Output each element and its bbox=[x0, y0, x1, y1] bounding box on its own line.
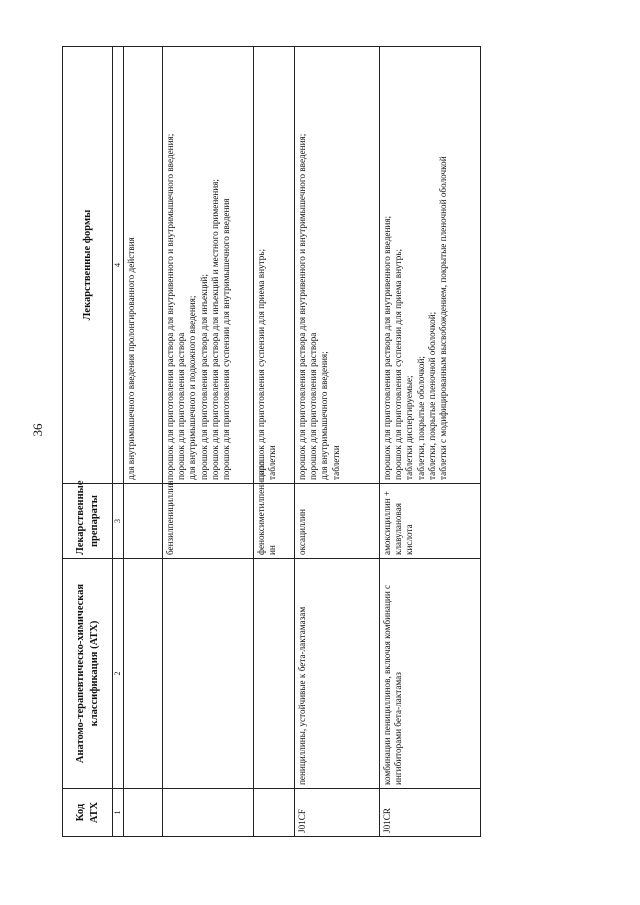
table-row bbox=[163, 47, 254, 837]
cell-dosage-forms: порошок для приготовления суспензии для приема внутрь; таблетки bbox=[254, 47, 295, 484]
column-number-row bbox=[113, 47, 124, 837]
table-row bbox=[124, 47, 163, 837]
page-number: 36 bbox=[30, 423, 45, 437]
cell-dosage-forms: порошок для приготовления раствора для внутривенного введения; порошок для приготовления суспензии для приема внутрь; таблетки диспергируемые; таблетки, покрытые оболочкой; таблетки, покрытые пленочной оболочкой; таблетки с модифицированным высвобождением, покрытые пленочной оболочкой bbox=[380, 47, 481, 484]
cell-drug: амоксициллин + клавулановая кислота bbox=[380, 484, 481, 559]
header-atc-code: Код АТХ bbox=[63, 789, 113, 837]
cell-classification bbox=[163, 559, 254, 789]
cell-classification bbox=[254, 559, 295, 789]
header-classification: Анатомо-терапевтическо-химическая классификация (АТХ) bbox=[63, 559, 113, 789]
header-dosage-forms: Лекарственные формы bbox=[63, 47, 113, 484]
column-number: 3 bbox=[113, 484, 124, 559]
rotated-table-container bbox=[62, 47, 546, 837]
cell-atc-code: J01CR bbox=[380, 789, 481, 837]
cell-dosage-forms: для внутримышечного введения пролонгированного действия bbox=[124, 47, 163, 484]
table-row bbox=[295, 47, 380, 837]
cell-dosage-forms: порошок для приготовления раствора для внутривенного и внутримышечного введения; порошок для приготовления раствора для внутримышечного и подкожного введения; порошок для приготовления раствора для инъекций; порошок для приготовления раствора для инъекций и местного применения; порошок для приготовления суспензии для внутримышечного введения bbox=[163, 47, 254, 484]
column-number: 1 bbox=[113, 789, 124, 837]
column-number: 4 bbox=[113, 47, 124, 484]
table-header-row bbox=[63, 47, 113, 837]
cell-drug bbox=[124, 484, 163, 559]
table-row bbox=[254, 47, 295, 837]
cell-atc-code: J01CF bbox=[295, 789, 380, 837]
cell-drug: феноксиметилпеницилл ин bbox=[254, 484, 295, 559]
cell-classification: пенициллины, устойчивые к бета-лактамазам bbox=[295, 559, 380, 789]
cell-drug: оксациллин bbox=[295, 484, 380, 559]
table-row bbox=[380, 47, 481, 837]
atc-drug-table bbox=[62, 46, 481, 837]
cell-atc-code bbox=[124, 789, 163, 837]
cell-atc-code bbox=[163, 789, 254, 837]
cell-drug: бензилпенициллин bbox=[163, 484, 254, 559]
cell-atc-code bbox=[254, 789, 295, 837]
cell-classification bbox=[124, 559, 163, 789]
header-drugs: Лекарственные препараты bbox=[63, 484, 113, 559]
column-number: 2 bbox=[113, 559, 124, 789]
cell-classification: комбинации пенициллинов, включая комбинации с ингибиторами бета-лактамаз bbox=[380, 559, 481, 789]
cell-dosage-forms: порошок для приготовления раствора для внутривенного и внутримышечного введения; порошок для приготовления раствора для внутримышечного введения; таблетки bbox=[295, 47, 380, 484]
